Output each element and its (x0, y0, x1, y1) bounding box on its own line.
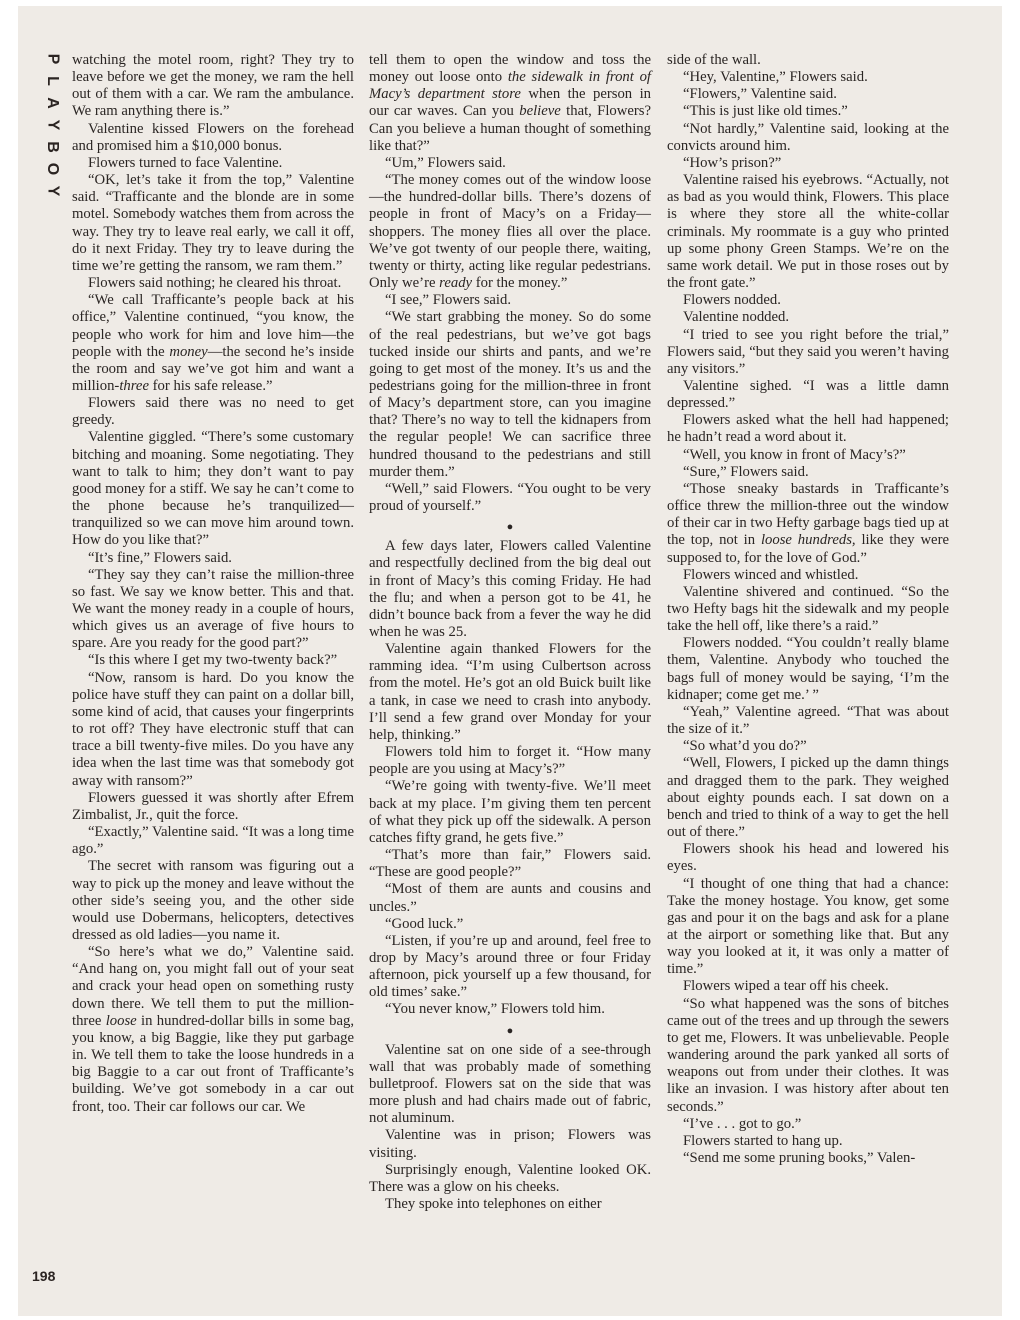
paragraph: “Um,” Flowers said. (385, 154, 506, 171)
paragraph: “Hey, Valentine,” Flowers said. (683, 69, 868, 86)
paragraph: watching the motel room, right? They try to leave before we get the money, we ram the hell out of them with a car. We ram the ambulance. We ram anything there is.” (72, 52, 354, 120)
paragraph: “Not hardly,” Valentine said, looking at the convicts around him. (667, 120, 949, 154)
paragraph: “I tried to see you right before the trial,” Flowers said, “but they said you weren’t having any visitors.” (667, 326, 949, 377)
paragraph (72, 292, 354, 395)
paragraph: Flowers started to hang up. (683, 1132, 843, 1149)
italic-text: money (169, 343, 208, 360)
magazine-name-letter: A (44, 97, 61, 109)
italic-text: loose hundreds, (760, 532, 856, 549)
paragraph: Flowers said nothing; he cleared his throat. (88, 275, 342, 292)
text-run: “The money comes out of the window loose—the hundred-dollar bills. There’s dozens of people in front of Macy’s on a Friday—shoppers. The money flies all over the place. We’ve got twenty of our people there, waiting, twenty or thirty, acting like regular pedestrians. Only we’re (369, 172, 651, 292)
paragraph: Flowers nodded. “You couldn’t really blame them, Valentine. Anybody who touched the bags full of money would be saying, ‘I’m the kidnaper; come get me.’ ” (667, 635, 949, 703)
paragraph: Flowers asked what the hell had happened; he hadn’t read a word about it. (667, 412, 949, 446)
italic-text: believe (519, 103, 561, 120)
magazine-name-letter: O (43, 162, 61, 176)
paragraph: Valentine was in prison; Flowers was visiting. (369, 1127, 651, 1161)
paragraph: Flowers wiped a tear off his cheek. (683, 978, 889, 995)
paragraph: A few days later, Flowers called Valentine and respectfully declined from the big deal out in front of Macy’s this coming Friday. He had the flu; and when a person got to be 41, he didn’t bounce back from a fever the way he did when he was 25. (369, 538, 651, 640)
paragraph: “Well, Flowers, I picked up the damn things and dragged them to the park. They weighed about eighty pounds each. I sat down on a bench and tried to think of a way to get the hell out of there.” (667, 755, 949, 841)
paragraph: Flowers shook his head and lowered his eyes. (667, 841, 949, 875)
paragraph: “This is just like old times.” (683, 103, 848, 120)
text-column-1 (72, 52, 354, 1116)
paragraph: The secret with ransom was figuring out a way to pick up the money and leave without the other side’s seeing you, and the other side would use Dobermans, helicopters, detectives dressed as old ladies—you name it. (72, 858, 354, 943)
paragraph: Valentine sat on one side of a see-through wall that was probably made of something bulletproof. Flowers sat on the side that was more plush and had chairs made out of fabric, not aluminum. (369, 1041, 651, 1127)
italic-text: loose (105, 1012, 137, 1029)
magazine-name-letter: L (44, 76, 61, 86)
paragraph: “So what happened was the sons of bitches came out of the trees and up through the sewers to get me, Flowers. It was unbelievable. People wandering around the park yanked all sorts of weapons out from under their clothes. It was like an invasion. I was history after about ten seconds.” (667, 995, 949, 1115)
paragraph: “I thought of one thing that had a chance: Take the money hostage. You know, get some gas and pour it on the bags and ask for a plane at the airport or something like that. But any way you looked at it, it was only a matter of time.” (667, 875, 949, 978)
paragraph: “Yeah,” Valentine agreed. “That was about the size of it.” (667, 703, 949, 738)
paragraph: Flowers winced and whistled. (683, 566, 859, 583)
paragraph: “OK, let’s take it from the top,” Valentine said. “Trafficante and the blonde are in some motel. Somebody watches them from across the way. They try to leave real early, we call it off, do it next Friday. They try to leave during the time we’re getting the ransom, we ram them.” (72, 172, 354, 274)
paragraph: “Flowers,” Valentine said. (683, 86, 837, 103)
paragraph (667, 481, 949, 567)
paragraph: “Well, you know in front of Macy’s?” (683, 446, 906, 463)
section-break: ● (506, 1024, 514, 1037)
paragraph: Valentine giggled. “There’s some customary bitching and moaning. Some negotiating. They want to talk to him; they don’t want to pay good money for a stiff. We say he can’t come to the phone because he’s tranquilized—tranquilized so we can move him around town. How do you like that?” (72, 429, 354, 549)
text-run: —the second he’s inside the room and say we’ve got him and want a million- (72, 343, 354, 394)
text-column-2 (369, 52, 651, 1213)
paragraph: “That’s more than fair,” Flowers said. “These are good people?” (369, 847, 651, 881)
paragraph: Flowers told him to forget it. “How many people are you using at Macy’s?” (369, 744, 651, 778)
paragraph: “We’re going with twenty-five. We’ll meet back at my place. I’m giving them ten percent of what they pick up off the sidewalk. A person catches fifty grand, he gets five.” (369, 778, 651, 846)
italic-text: ready (439, 275, 473, 292)
magazine-page (18, 6, 1002, 1316)
paragraph: “Sure,” Flowers said. (683, 463, 809, 480)
paragraph: They spoke into telephones on either (385, 1196, 602, 1212)
paragraph: Valentine kissed Flowers on the forehead and promised him a $10,000 bonus. (72, 120, 354, 154)
paragraph: Valentine raised his eyebrows. “Actually, not as bad as you would think, Flowers. This place is where they store all the white-collar criminals. My roommate is a guy who printed up some phony Green Stamps. We’re on the same work detail. We put in those roses out by the front gate.” (667, 172, 949, 292)
paragraph: Valentine sighed. “I was a little damn depressed.” (667, 377, 949, 412)
text-run: for his safe release.” (148, 377, 273, 394)
paragraph: “Exactly,” Valentine said. “It was a long time ago.” (72, 824, 354, 858)
paragraph: “Good luck.” (385, 915, 464, 932)
text-run: like they were supposed to, for the love of God.” (667, 532, 949, 566)
magazine-name-letter: Y (43, 119, 61, 131)
paragraph: “It’s fine,” Flowers said. (88, 549, 232, 566)
section-break: ● (506, 521, 514, 534)
text-run: “We call Trafficante’s people back at his office,” Valentine continued, “you know, the people who work for him and love him—the people with the (72, 292, 354, 360)
magazine-name-letter: P (43, 53, 61, 65)
text-run: for the money.” (472, 275, 568, 292)
text-run: “Those sneaky bastards in Trafficante’s office threw the million-three out the window of their car in two Hefty garbage bags tied up at the top, not in (667, 480, 949, 549)
paragraph: “Well,” said Flowers. “You ought to be very proud of yourself.” (369, 480, 651, 515)
page-number: 198 (32, 1268, 56, 1284)
text-run: when the person in our car waves. Can you (369, 86, 651, 120)
paragraph: “I’ve . . . got to go.” (683, 1115, 802, 1132)
paragraph: “How’s prison?” (683, 154, 782, 171)
paragraph: “Most of them are aunts and cousins and uncles.” (369, 881, 651, 915)
paragraph: “They say they can’t raise the million-three so fast. We say we know better. This and that. We want the money ready in a couple of hours, which gives us an average of five hours to spare. Are you ready for the good part?” (72, 566, 354, 652)
italic-text: three (119, 377, 149, 394)
italic-text: the sidewalk in front of Macy’s department store (369, 69, 651, 103)
paragraph (72, 944, 354, 1116)
paragraph: “I see,” Flowers said. (385, 292, 512, 309)
paragraph: Surprisingly enough, Valentine looked OK. There was a glow on his cheeks. (369, 1161, 651, 1195)
paragraph (369, 172, 651, 292)
magazine-name-letter: B (44, 141, 61, 153)
paragraph: Valentine again thanked Flowers for the ramming idea. “I’m using Culbertson across from the motel. He’s got an old Buick built like a tank, in case we need to crash into anybody. I’ll send a few grand over Monday for your help, thinking.” (369, 641, 651, 743)
text-run: tell them to open the window and toss the money out loose onto (369, 52, 651, 86)
paragraph: side of the wall. (667, 52, 761, 68)
text-run: “So here’s what we do,” Valentine said. “And hang on, you might fall out of your seat and crack your head open on something rusty down there. We tell them to put the million-three (72, 944, 354, 1029)
paragraph: Flowers nodded. (683, 292, 781, 309)
paragraph: “Is this where I get my two-twenty back?” (88, 652, 338, 669)
paragraph: Valentine nodded. (683, 309, 790, 326)
paragraph: “So what’d you do?” (683, 738, 807, 755)
magazine-name-letter: Y (43, 185, 61, 197)
text-run: in hundred-dollar bills in some bag, you know, a big Baggie, like they put garbage in. We tell them to take the loose hundreds in a big Baggie to a car out front of Trafficante’s building. We’ve got somebody in a car out front, too. Their car follows our car. We (72, 1012, 354, 1115)
paragraph (369, 52, 651, 155)
paragraph: “Listen, if you’re up and around, feel free to drop by Macy’s around three or four Friday afternoon, pick yourself up a few thousand, for old times’ sake.” (369, 932, 651, 1001)
paragraph: “We start grabbing the money. So do some of the real pedestrians, but we’ve got bags tucked inside our shirts and pants, and we’re going to get most of the money. It’s us and the pedestrians going for the million-three in front of Macy’s department store, can you imagine that? There’s no way to tell the kidnapers from the regular people! We can sacrifice three hundred thousand to the pedestrians and still murder them.” (369, 309, 651, 480)
paragraph: “Send me some pruning books,” Valen- (683, 1150, 916, 1166)
text-run: that, Flowers? Can you believe a human thought of something like that?” (369, 103, 652, 154)
paragraph: Flowers said there was no need to get greedy. (72, 395, 354, 429)
paragraph: “Now, ransom is hard. Do you know the police have stuff they can paint on a dollar bill, some kind of acid, that causes your fingerprints to rot off? They have electronic stuff that can trace a bill twenty-five miles. Do you have any idea when the last time was that somebody got away with ransom?” (72, 669, 354, 789)
text-column-3 (667, 52, 949, 1167)
paragraph: Valentine shivered and continued. “So the two Hefty bags hit the sidewalk and my people take the hell off, like there’s a raid.” (667, 583, 949, 635)
paragraph: “You never know,” Flowers told him. (385, 1001, 605, 1018)
paragraph: Flowers turned to face Valentine. (88, 154, 283, 171)
paragraph: Flowers guessed it was shortly after Efrem Zimbalist, Jr., quit the force. (72, 789, 354, 823)
magazine-name-vertical (40, 48, 64, 202)
